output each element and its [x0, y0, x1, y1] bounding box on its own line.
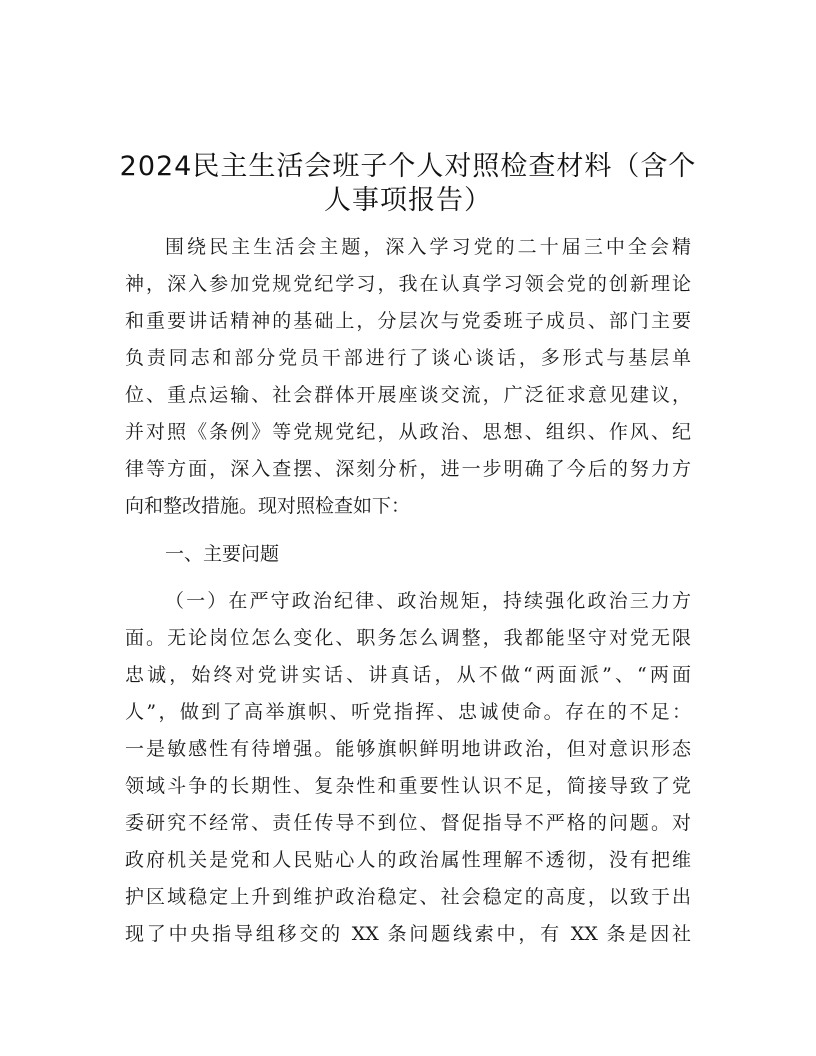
paragraph-1-line: 位、重点运输、社会群体开展座谈交流，广泛征求意见建议， — [125, 384, 691, 406]
section-heading: 一、主要问题 — [165, 543, 280, 565]
paragraph-2-line: 忠诚，始终对党讲实话、讲真话，从不做“两面派”、“两面 — [125, 664, 691, 686]
paragraph-1-line: 负责同志和部分党员干部进行了谈心谈话，多形式与基层单 — [125, 347, 691, 369]
paragraph-2-line: 一是敏感性有待增强。能够旗帜鲜明地讲政治，但对意识形态 — [125, 738, 691, 760]
paragraph-2-line: 人”，做到了高举旗帜、听党指挥、忠诚使命。存在的不足： — [125, 701, 691, 723]
paragraph-1-line: 和重要讲话精神的基础上，分层次与党委班子成员、部门主要 — [125, 310, 691, 332]
paragraph-1-line: 神，深入参加党规党纪学习，我在认真学习领会党的创新理论 — [125, 273, 691, 295]
paragraph-2-line: 现了中央指导组移交的 XX 条问题线索中，有 XX 条是因社 — [125, 923, 691, 945]
paragraph-2-line: 政府机关是党和人民贴心人的政治属性理解不透彻，没有把维 — [125, 849, 691, 871]
paragraph-1-line: 律等方面，深入查摆、深刻分析，进一步明确了今后的努力方 — [125, 458, 691, 480]
paragraph-2-line: 领域斗争的长期性、复杂性和重要性认识不足，简接导致了党 — [125, 775, 691, 797]
paragraph-1-line: 围绕民主生活会主题，深入学习党的二十届三中全会精 — [165, 236, 691, 258]
document-title-line-2: 人事项报告） — [324, 185, 492, 216]
paragraph-2-line: 护区域稳定上升到维护政治稳定、社会稳定的高度，以致于出 — [125, 886, 691, 908]
paragraph-1-line: 向和整改措施。现对照检查如下： — [125, 495, 411, 517]
paragraph-2-line: 委研究不经常、责任传导不到位、督促指导不严格的问题。对 — [125, 812, 691, 834]
paragraph-2-line: 面。无论岗位怎么变化、职务怎么调整，我都能坚守对党无限 — [125, 627, 691, 649]
paragraph-1-line: 并对照《条例》等党规党纪，从政治、思想、组织、作风、纪 — [125, 421, 691, 443]
document-title-line-1: 2024民主生活会班子个人对照检查材料（含个 — [119, 151, 697, 182]
paragraph-2-line: （一）在严守政治纪律、政治规矩，持续强化政治三力方 — [165, 590, 691, 612]
